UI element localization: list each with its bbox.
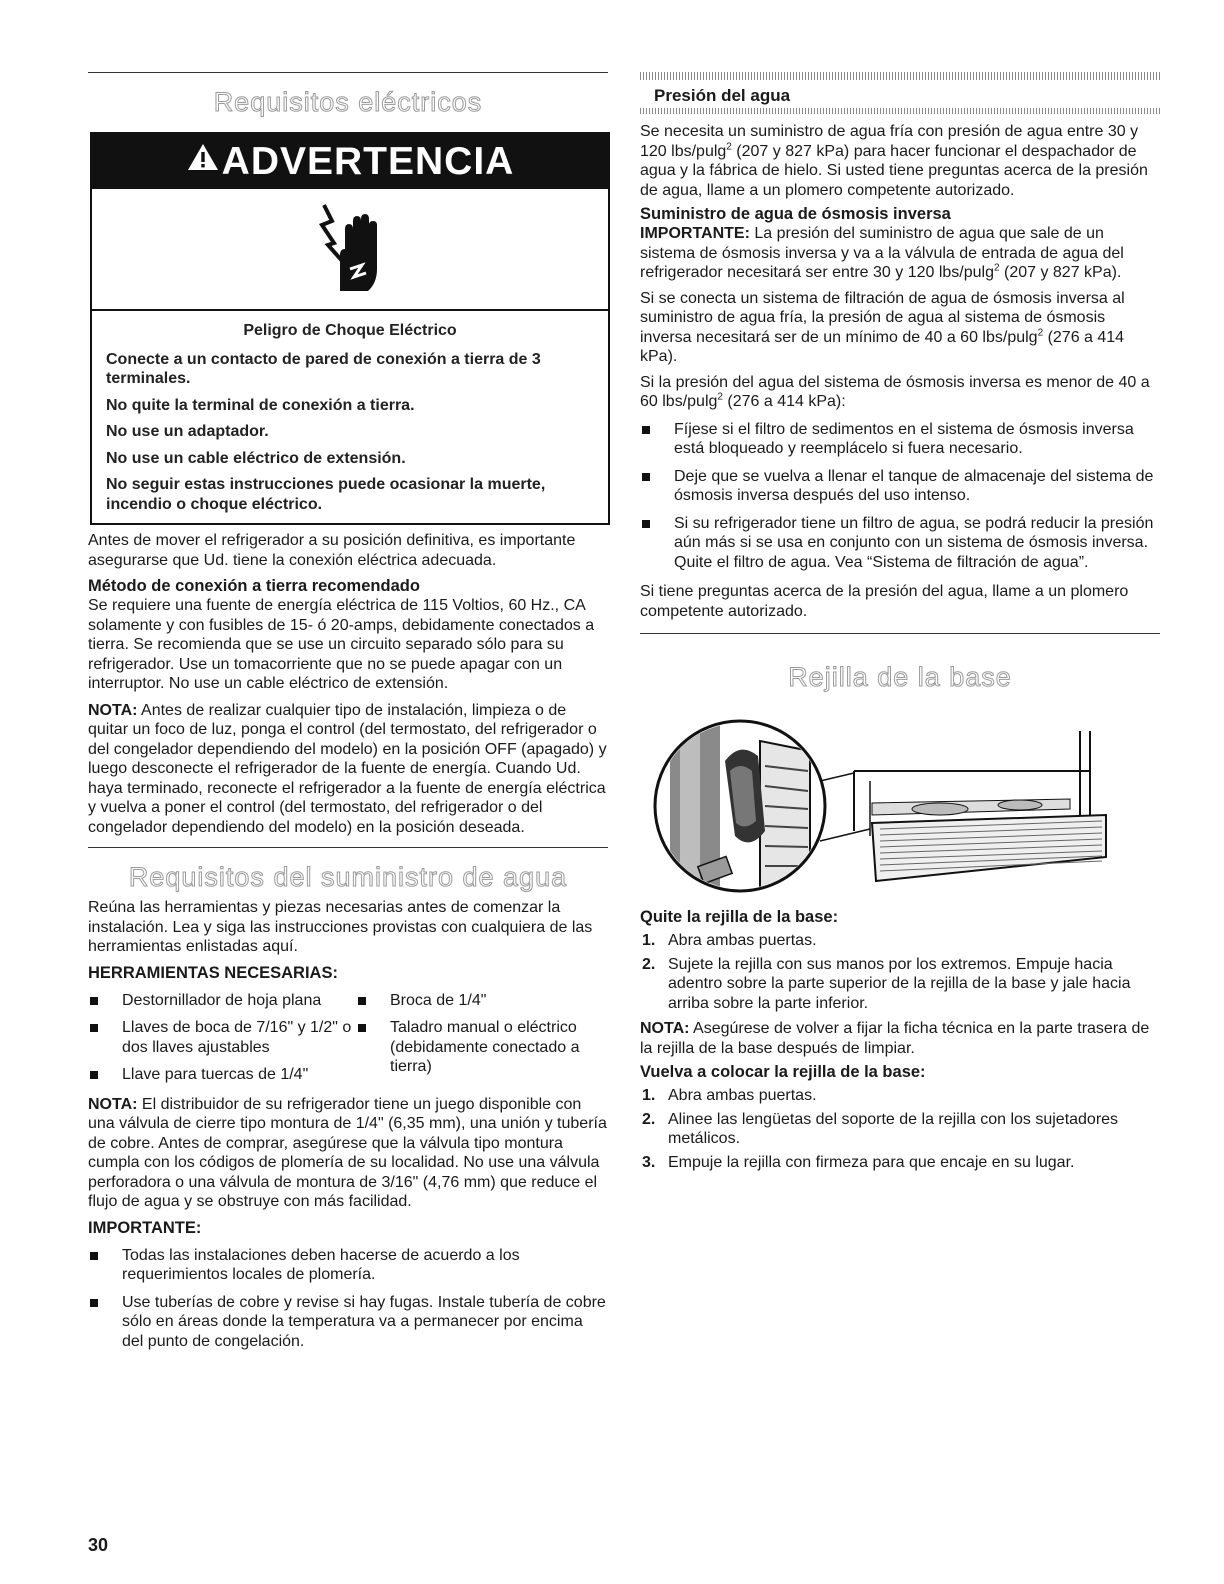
hatch-divider: [640, 108, 1160, 114]
ro-important-label: IMPORTANTE:: [640, 225, 750, 242]
warning-line: No use un adaptador.: [106, 423, 269, 440]
ro-item: Fíjese si el filtro de sedimentos en el sistema de ósmosis inversa está bloqueado y reemplácelo si fuera necesario.: [640, 420, 1160, 459]
warning-icon-area: [92, 189, 608, 311]
water-intro: Reúna las herramientas y piezas necesarias antes de comenzar la instalación. Lea y siga las instrucciones provistas con cualquiera de las herramientas enlistadas aquí.: [88, 899, 593, 955]
warning-header: [92, 134, 608, 189]
section-divider: [88, 847, 608, 848]
step-text: Abra ambas puertas.: [668, 932, 817, 949]
step-number: 1.: [642, 932, 656, 949]
electrical-section-title: Requisitos eléctricos: [213, 87, 483, 117]
section-divider: [88, 72, 608, 73]
replace-heading: Vuelva a colocar la rejilla de la base:: [640, 1063, 926, 1081]
nota-paragraph: [88, 701, 608, 838]
tools-heading: HERRAMIENTAS NECESARIAS:: [88, 963, 338, 982]
base-grille-drawing: [640, 711, 1160, 901]
step-number: 2.: [642, 955, 656, 973]
step-item: [640, 1153, 1160, 1173]
tool-item: Taladro manual o eléctrico (debidamente conectado a tierra): [356, 1018, 606, 1077]
ro-list: [640, 420, 1160, 573]
ro-closing: Si tiene preguntas acerca de la presión del agua, llame a un plomero competente autorizado.: [640, 583, 1129, 620]
superscript: 2: [726, 141, 732, 153]
pressure-text-part: (207 y 827 kPa) para hacer funcionar el despachador de agua y la fábrica de hielo. Si usted tiene preguntas acerca de la presión de agua, llame a un plomero competente autorizado.: [640, 142, 1148, 199]
important-heading: IMPORTANTE:: [88, 1218, 202, 1237]
remove-steps: [640, 931, 1160, 1013]
nota-label: NOTA:: [88, 1095, 138, 1113]
tool-item: Llave para tuercas de 1/4": [88, 1065, 356, 1085]
step-item: [640, 1110, 1160, 1149]
warning-header-text: ADVERTENCIA: [221, 140, 515, 183]
tools-list: [88, 983, 608, 1085]
step-text: Abra ambas puertas.: [668, 1087, 817, 1104]
ro-paragraph: [640, 373, 1160, 412]
left-column: [88, 60, 608, 1351]
step-text: Alinee las lengüetas del soporte de la rejilla con los sujetadores metálicos.: [668, 1110, 1119, 1147]
pressure-heading: Presión del agua: [654, 86, 791, 105]
grounding-heading: Método de conexión a tierra recomendado: [88, 577, 420, 595]
ro-text: Si se conecta un sistema de filtración de agua de ósmosis inversa al suministro de agua fría, la presión de agua al sistema de ósmosis inversa necesitará ser de un mínimo de 40 a 60 lbs/pulg: [640, 289, 1125, 346]
warning-box: [90, 132, 610, 525]
ro-important-text: (207 y 827 kPa).: [999, 264, 1122, 281]
nota-text: Asegúrese de volver a fijar la ficha técnica en la parte trasera de la rejilla de la base después de limpiar.: [640, 1020, 1150, 1057]
step-number: 3.: [642, 1153, 656, 1171]
warning-line: No quite la terminal de conexión a tierra.: [106, 396, 415, 414]
pressure-text: [640, 122, 1160, 200]
step-number: 2.: [642, 1110, 656, 1128]
electric-shock-hand-icon: [310, 199, 390, 299]
nota-text: Antes de realizar cualquier tipo de instalación, limpieza o de quitar un foco de luz, ponga el control (del termostato, del refrigerador o del congelador dependiendo del modelo) en la posición OFF (apagado) y luego desconecte el refrigerador de la fuente de energía. Cuando Ud. haya terminado, reconecte el refrigerador a la fuente de energía eléctrica y vuelva a poner el control (del termostato, del refrigerador o del congelador dependiendo del modelo) en la posición deseada.: [88, 701, 607, 836]
tools-column-1: [88, 983, 356, 1085]
warning-line: No use un cable eléctrico de extensión.: [106, 449, 406, 467]
step-item: [640, 955, 1160, 1014]
warning-line: Conecte a un contacto de pared de conexión a tierra de 3 terminales.: [106, 350, 541, 387]
step-number: 1.: [642, 1087, 656, 1104]
hatch-divider: [640, 72, 1160, 80]
step-text: Sujete la rejilla con sus manos por los extremos. Empuje hacia adentro sobre la parte superior de la rejilla de la base y jale hacia arriba sobre la parte inferior.: [668, 955, 1131, 1012]
nota-label: NOTA:: [640, 1020, 690, 1037]
ro-item: Deje que se vuelva a llenar el tanque de almacenaje del sistema de ósmosis inversa después del uso intenso.: [640, 467, 1160, 506]
ro-text: Si la presión del agua del sistema de ósmosis inversa es menor de 40 a 60 lbs/pulg: [640, 373, 1150, 410]
section-divider: [640, 633, 1160, 634]
ro-important-text: La presión del suministro de agua que sale de un sistema de ósmosis inversa y va a la válvula de entrada de agua del refrigerador necesitará ser entre 30 y 120 lbs/pulg: [640, 225, 1124, 281]
ro-item: Si su refrigerador tiene un filtro de agua, se podrá reducir la presión aún más si se usa en conjunto con un sistema de ósmosis inversa. Quite el filtro de agua. Vea “Sistema de filtración de agua”.: [640, 514, 1160, 573]
water-section-title: Requisitos del suministro de agua: [128, 862, 568, 892]
warning-line: No seguir estas instrucciones puede ocasionar la muerte, incendio o choque eléctrico.: [106, 476, 546, 513]
tool-item: Llaves de boca de 7/16" y 1/2" o dos llaves ajustables: [88, 1018, 356, 1057]
superscript: 2: [993, 262, 1000, 274]
ro-text: (276 a 414 kPa):: [722, 393, 846, 410]
important-item: Use tuberías de cobre y revise si hay fugas. Instale tubería de cobre sólo en áreas donde la temperatura va a permanecer por encima del punto de congelación.: [88, 1293, 608, 1352]
warning-text: [92, 311, 608, 523]
nota-paragraph: [88, 1095, 608, 1212]
superscript: 2: [717, 391, 723, 403]
step-item: [640, 1086, 1160, 1106]
right-column: [640, 60, 1160, 1172]
important-list: [88, 1246, 608, 1352]
tool-item: Destornillador de hoja plana: [88, 991, 356, 1011]
base-grille-illustration: [640, 711, 1160, 901]
nota-paragraph: [640, 1019, 1160, 1058]
ro-important: [640, 224, 1160, 283]
ro-text: (276 a 414 kPa).: [640, 328, 1125, 365]
ro-heading: Suministro de agua de ósmosis inversa: [640, 205, 951, 223]
ro-paragraph: [640, 289, 1160, 367]
grounding-text: Se requiere una fuente de energía eléctrica de 115 Voltios, 60 Hz., CA solamente y con fusibles de 15- ó 20-amps, debidamente conectados a tierra. Se recomienda que se use un circuito separado sólo para su refrigerador. Use un tomacorriente que no se puede apagar con un interruptor. No use un cable eléctrico de extensión.: [88, 597, 595, 692]
nota-text: El distribuidor de su refrigerador tiene un juego disponible con una válvula de cierre tipo montura de 1/4" (6,35 mm), una unión y tubería de cobre. Antes de comprar, asegúrese que la válvula tipo montura cumpla con los códigos de plomería de su localidad. No use una válvula perforadora o una válvula de montura de 3/16" (4,76 mm) que reduce el flujo de agua y se obstruye con más facilidad.: [88, 1095, 607, 1210]
page-number: 30: [88, 1535, 109, 1555]
grille-section-title: Rejilla de la base: [788, 662, 1012, 692]
hazard-title: Peligro de Choque Eléctrico: [243, 322, 457, 339]
step-item: [640, 931, 1160, 951]
tool-item: Broca de 1/4": [356, 991, 606, 1011]
step-text: Empuje la rejilla con firmeza para que encaje en su lugar.: [668, 1153, 1075, 1171]
warning-triangle-icon: [186, 132, 220, 188]
electrical-intro: Antes de mover el refrigerador a su posición definitiva, es importante asegurarse que Ud. tiene la conexión eléctrica adecuada.: [88, 532, 576, 569]
remove-heading: Quite la rejilla de la base:: [640, 908, 839, 926]
important-item: Todas las instalaciones deben hacerse de acuerdo a los requerimientos locales de plomería.: [88, 1246, 608, 1285]
superscript: 2: [1037, 327, 1044, 339]
replace-steps: [640, 1086, 1160, 1172]
tools-column-2: [356, 983, 606, 1085]
pressure-text-part: Se necesita un suministro de agua fría con presión de agua entre 30 y 120 lbs/pulg: [640, 123, 1139, 160]
nota-label: NOTA:: [88, 701, 138, 719]
